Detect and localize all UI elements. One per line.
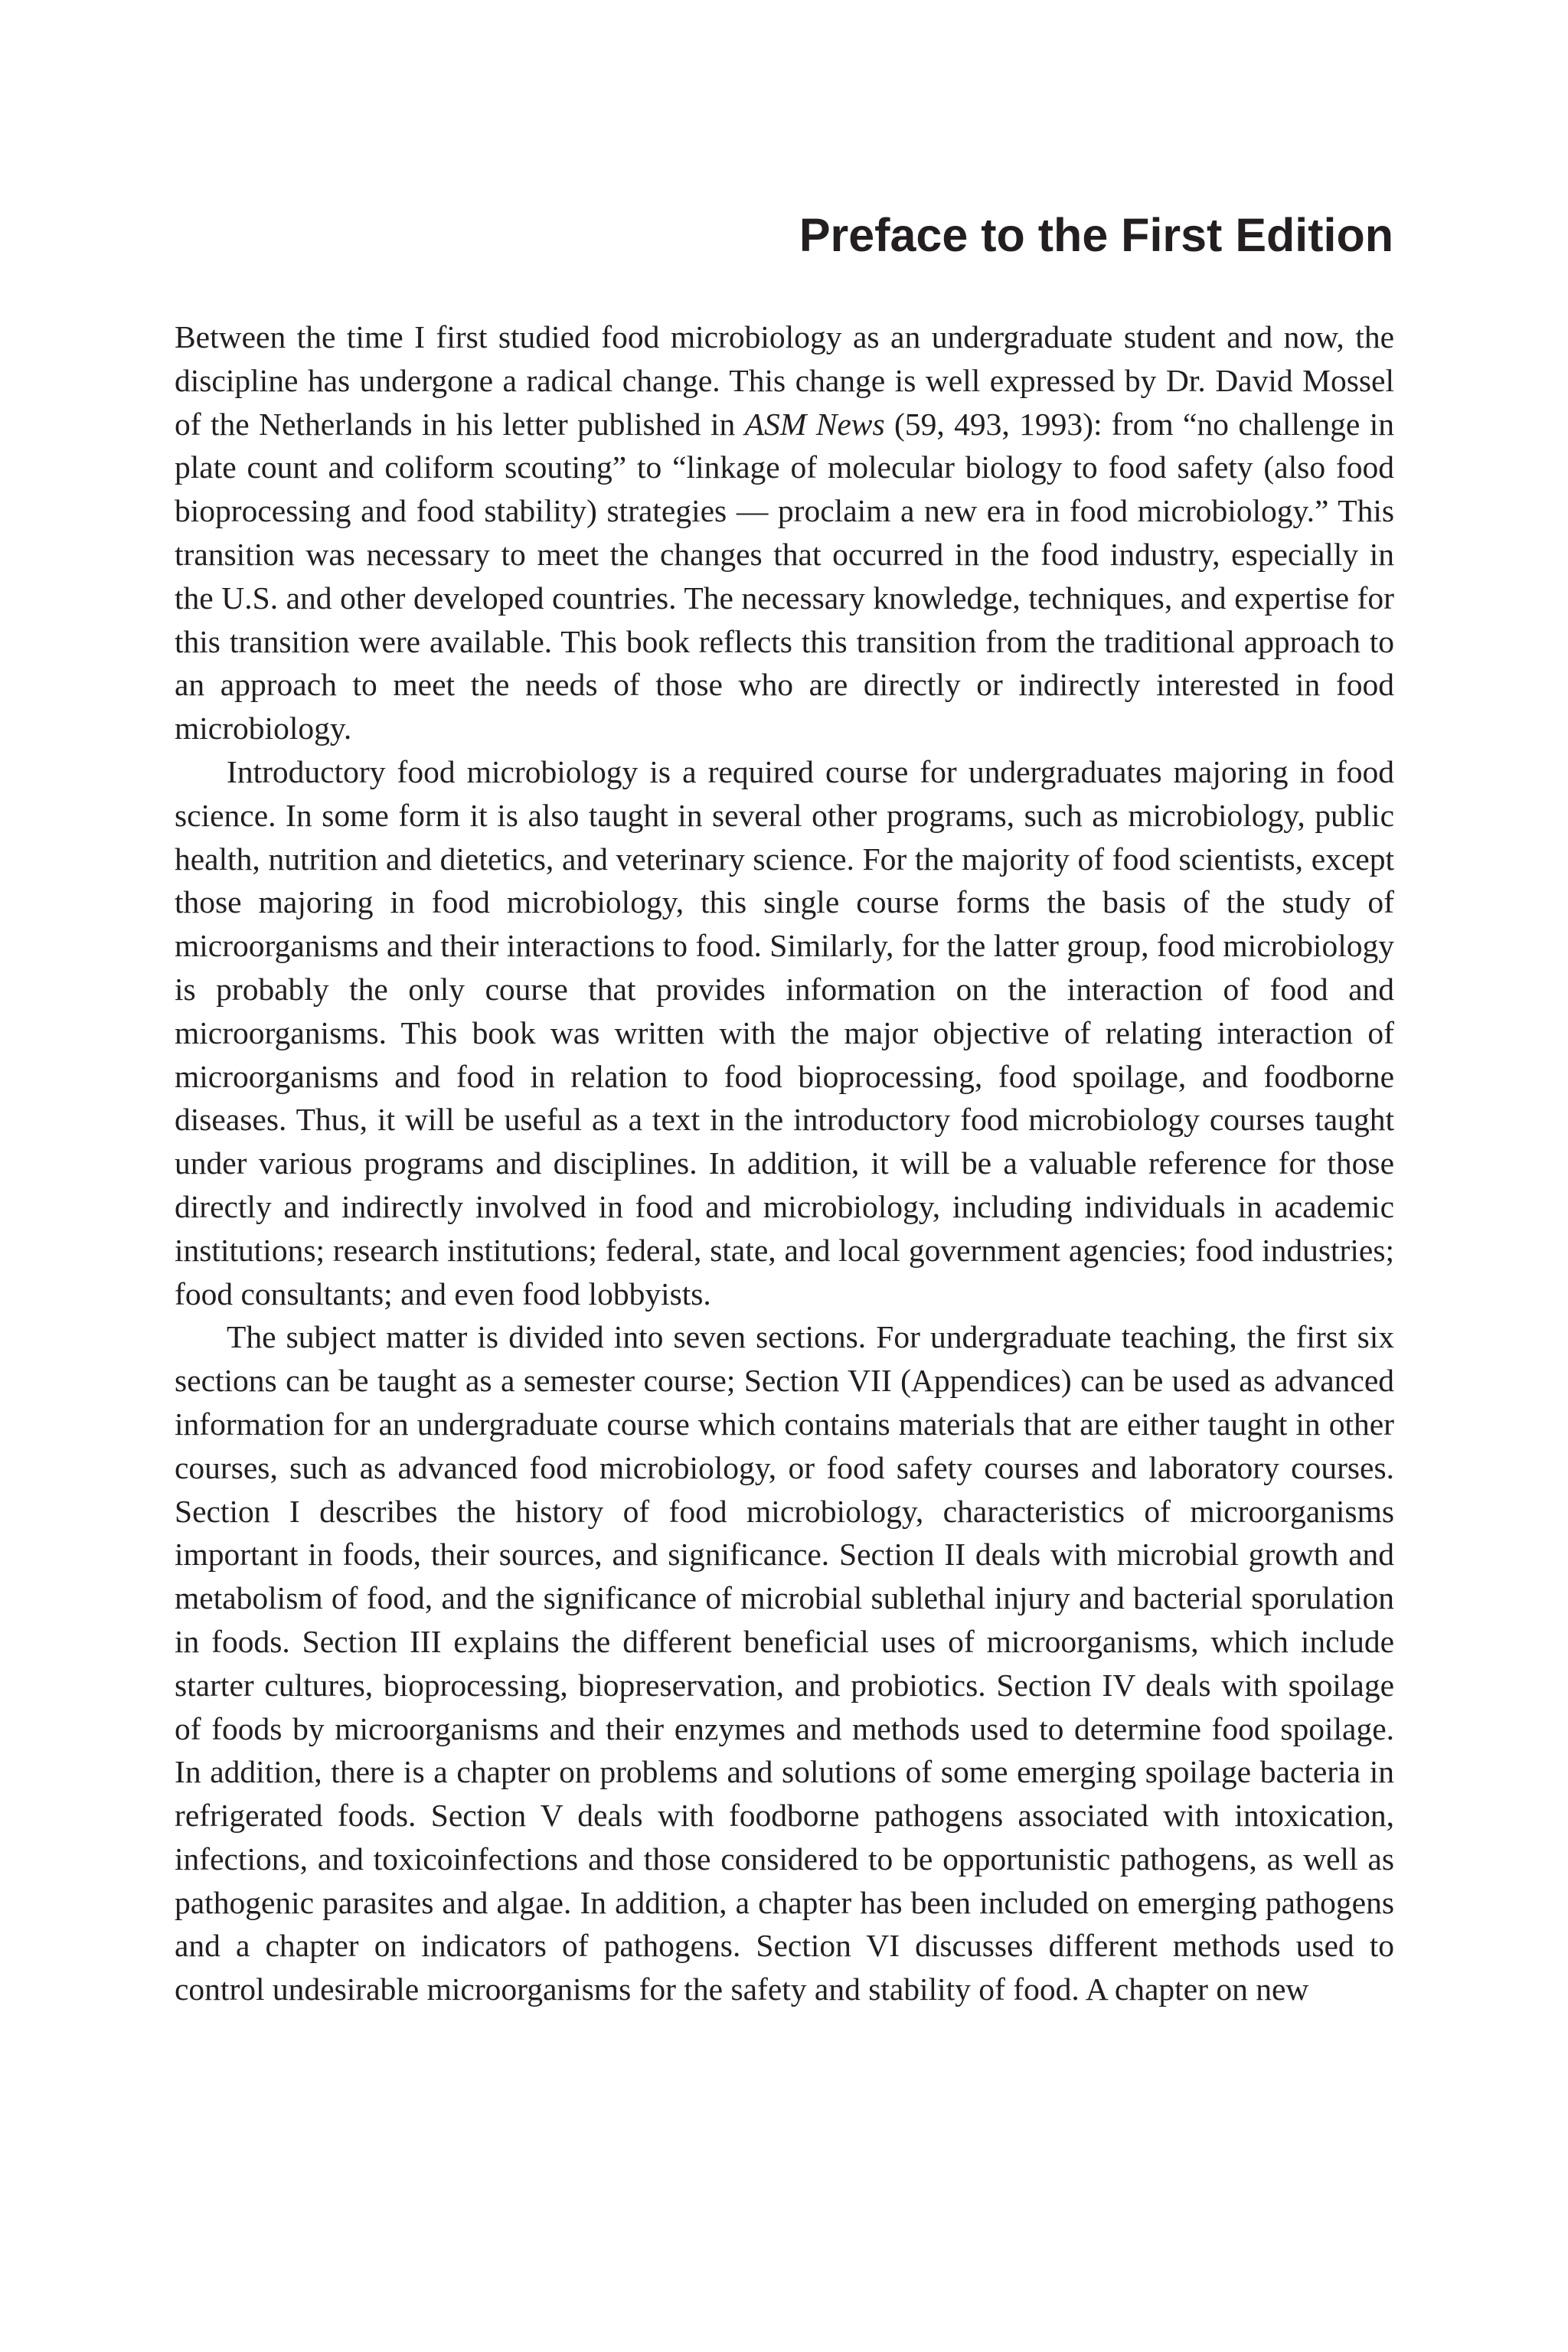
journal-name: ASM News — [744, 406, 885, 442]
paragraph-1-text-a: Between the time I first studied food microbiology as an undergraduate student and now, the discipline has undergone a radical change. This change is well expressed by Dr. David Mossel of the Netherlands in his letter published in — [175, 319, 1394, 442]
page-title: Preface to the First Edition — [799, 209, 1393, 261]
paragraph-1-text-b: (59, 493, 1993): from “no challenge in plate count and coliform scouting” to “linkage of molecular biology to food safety (also food bioprocessing and food stability) strategies — proclaim a new era in food microbiology.” This transition was necessary to meet the changes that occurred in the food industry, especially in the U.S. and other developed countries. The necessary knowledge, techniques, and expertise for this transition were available. This book reflects this transition from the traditional approach to an approach to meet the needs of those who are directly or indirectly interested in food microbiology. — [175, 406, 1394, 746]
paragraph-2: Introductory food microbiology is a required course for undergraduates majoring in food science. In some form it is also taught in several other programs, such as microbiology, public health, nutrition and dietetics, and veterinary science. For the majority of food scientists, except those majoring in food microbiology, this single course forms the basis of the study of microorganisms and their interactions to food. Similarly, for the latter group, food microbiology is probably the only course that provides information on the interaction of food and microorganisms. This book was written with the major objective of relating interaction of microorganisms and food in relation to food bioprocessing, food spoilage, and foodborne diseases. Thus, it will be useful as a text in the introductory food microbiology courses taught under various programs and disciplines. In addition, it will be a valuable reference for those directly and indirectly involved in food and microbiology, including individuals in academic institutions; research institutions; federal, state, and local government agencies; food industries; food consultants; and even food lobbyists. — [175, 753, 1394, 1312]
preface-body — [175, 315, 1394, 2011]
paragraph-1 — [175, 315, 1394, 750]
paragraph-3: The subject matter is divided into seven sections. For undergraduate teaching, the first six sections can be taught as a semester course; Section VII (Appendices) can be used as advanced information for an undergraduate course which contains materials that are either taught in other courses, such as advanced food microbiology, or food safety courses and laboratory courses. Section I describes the history of food microbiology, characteristics of microorganisms important in foods, their sources, and significance. Section II deals with microbial growth and metabolism of food, and the significance of microbial sublethal injury and bacterial sporulation in foods. Section III explains the different beneficial uses of microorganisms, which include starter cultures, bioprocessing, biopreservation, and probiotics. Section IV deals with spoilage of foods by microorganisms and their enzymes and methods used to determine food spoilage. In addition, there is a chapter on problems and solutions of some emerging spoilage bacteria in refrigerated foods. Section V deals with foodborne pathogens associated with intoxication, infections, and toxicoinfections and those considered to be opportunistic pathogens, as well as pathogenic parasites and algae. In addition, a chapter has been included on emerging pathogens and a chapter on indicators of pathogens. Section VI discusses different methods used to control undesirable microorganisms for the safety and stability of food. A chapter on new — [175, 1319, 1394, 2007]
